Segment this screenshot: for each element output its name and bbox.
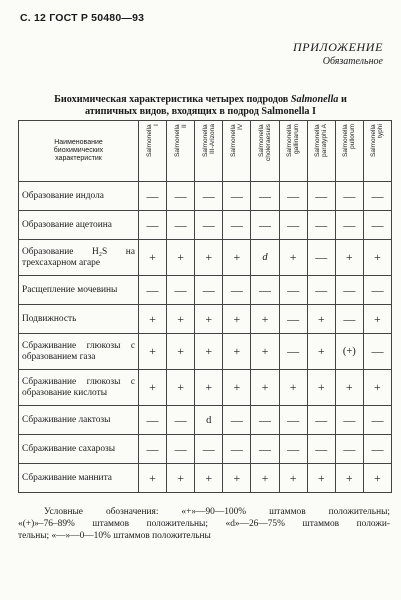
result-cell: —: [223, 182, 251, 211]
result-cell: —: [167, 435, 195, 464]
table-title-part1-end: и: [338, 94, 347, 105]
result-cell: —: [195, 276, 223, 305]
result-cell: —: [307, 182, 335, 211]
result-cell: —: [223, 211, 251, 240]
column-header-label: Salmonella IV: [229, 124, 244, 157]
result-cell: +: [223, 464, 251, 493]
name-column-header: [19, 121, 139, 182]
column-header: [195, 121, 223, 182]
result-cell: —: [195, 182, 223, 211]
result-cell: +: [139, 305, 167, 334]
characteristic-name: Сбраживание лактозы: [19, 406, 139, 435]
column-header: [335, 121, 363, 182]
result-cell: +: [307, 305, 335, 334]
result-cell: —: [279, 305, 307, 334]
result-cell: —: [251, 276, 279, 305]
result-cell: +: [279, 464, 307, 493]
appendix-subtitle: Обязательное: [322, 56, 383, 67]
characteristic-name: Образование ацетоина: [19, 211, 139, 240]
result-cell: —: [167, 406, 195, 435]
result-cell: —: [251, 182, 279, 211]
running-head: С. 12 ГОСТ Р 50480—93: [20, 12, 145, 24]
table-row: [19, 240, 392, 276]
result-cell: +: [167, 305, 195, 334]
result-cell: +: [195, 305, 223, 334]
result-cell: —: [251, 406, 279, 435]
result-cell: +: [195, 370, 223, 406]
column-header-label: Salmonella typhi: [370, 124, 385, 157]
result-cell: +: [223, 305, 251, 334]
result-cell: d: [251, 240, 279, 276]
result-cell: —: [335, 435, 363, 464]
result-cell: +: [167, 464, 195, 493]
table-row: [19, 211, 392, 240]
table-row: [19, 334, 392, 370]
result-cell: —: [363, 211, 391, 240]
table-row: [19, 305, 392, 334]
result-cell: —: [363, 276, 391, 305]
result-cell: +: [335, 370, 363, 406]
table-body: [19, 182, 392, 493]
column-header: [251, 121, 279, 182]
column-header: [223, 121, 251, 182]
result-cell: +: [279, 240, 307, 276]
result-cell: —: [279, 406, 307, 435]
result-cell: —: [195, 435, 223, 464]
result-cell: +: [363, 240, 391, 276]
result-cell: +: [279, 370, 307, 406]
result-cell: +: [139, 334, 167, 370]
result-cell: —: [279, 211, 307, 240]
column-header-label: Salmonella pullorum: [342, 124, 357, 157]
result-cell: +: [307, 464, 335, 493]
name-column-header-text: Наименование биохимических характеристик: [53, 139, 104, 162]
result-cell: +: [251, 370, 279, 406]
result-cell: —: [363, 182, 391, 211]
result-cell: (+): [335, 334, 363, 370]
result-cell: —: [223, 406, 251, 435]
result-cell: +: [223, 334, 251, 370]
result-cell: +: [363, 464, 391, 493]
result-cell: —: [307, 435, 335, 464]
table-row: [19, 276, 392, 305]
result-cell: +: [251, 464, 279, 493]
result-cell: —: [335, 211, 363, 240]
column-header-label: Salmonella paratyphi A: [314, 124, 329, 157]
result-cell: —: [139, 182, 167, 211]
table-title-genus: Salmonella: [290, 94, 339, 105]
result-cell: —: [139, 406, 167, 435]
result-cell: +: [363, 370, 391, 406]
column-header-label: Salmonella II: [173, 124, 188, 157]
table-row: [19, 370, 392, 406]
result-cell: —: [363, 435, 391, 464]
result-cell: +: [223, 240, 251, 276]
result-cell: +: [335, 464, 363, 493]
result-cell: —: [335, 305, 363, 334]
result-cell: —: [307, 211, 335, 240]
result-cell: +: [167, 240, 195, 276]
table-row: [19, 406, 392, 435]
characteristic-name: Расщепление мочевины: [19, 276, 139, 305]
result-cell: —: [251, 435, 279, 464]
result-cell: —: [139, 276, 167, 305]
column-header: [279, 121, 307, 182]
column-header: [363, 121, 391, 182]
result-cell: —: [251, 211, 279, 240]
characteristic-name: Образование индола: [19, 182, 139, 211]
result-cell: +: [335, 240, 363, 276]
column-header: [307, 121, 335, 182]
result-cell: +: [139, 240, 167, 276]
table-title: [30, 94, 371, 118]
result-cell: +: [223, 370, 251, 406]
result-cell: —: [335, 182, 363, 211]
legend-notes: [18, 507, 390, 542]
table-header-row: [19, 121, 392, 182]
legend-line: Условные обозначения: «+»—90—100% штаммов положительны;: [44, 507, 390, 517]
column-header-label: Salmonella gallinarum: [286, 124, 301, 157]
appendix-title: ПРИЛОЖЕНИЕ: [293, 40, 383, 54]
table-row: [19, 182, 392, 211]
result-cell: —: [279, 334, 307, 370]
result-cell: —: [223, 276, 251, 305]
characteristic-name: Образование H₂S на трехсахарном агаре: [19, 240, 139, 276]
result-cell: +: [167, 370, 195, 406]
result-cell: —: [307, 406, 335, 435]
result-cell: —: [279, 276, 307, 305]
column-header-label: Salmonella III-Arizona: [201, 124, 216, 157]
characteristic-name: Подвижность: [19, 305, 139, 334]
result-cell: —: [335, 406, 363, 435]
result-cell: —: [167, 211, 195, 240]
result-cell: +: [251, 305, 279, 334]
result-cell: —: [139, 435, 167, 464]
result-cell: —: [139, 211, 167, 240]
result-cell: +: [251, 334, 279, 370]
result-cell: —: [363, 406, 391, 435]
column-header: [139, 121, 167, 182]
table-title-part1: Биохимическая характеристика четырех подродов: [54, 94, 291, 105]
table-row: [19, 435, 392, 464]
result-cell: —: [167, 182, 195, 211]
column-header-label: Salmonella I: [145, 124, 160, 157]
result-cell: —: [279, 182, 307, 211]
result-cell: +: [195, 240, 223, 276]
characteristic-name: Сбраживание глюкозы с образованием газа: [19, 334, 139, 370]
result-cell: +: [307, 370, 335, 406]
table-row: [19, 464, 392, 493]
result-cell: —: [307, 240, 335, 276]
characteristic-name: Сбраживание сахарозы: [19, 435, 139, 464]
column-header: [167, 121, 195, 182]
result-cell: +: [195, 334, 223, 370]
result-cell: +: [195, 464, 223, 493]
result-cell: +: [139, 370, 167, 406]
result-cell: d: [195, 406, 223, 435]
result-cell: —: [363, 334, 391, 370]
result-cell: +: [363, 305, 391, 334]
characteristic-name: Сбраживание маннита: [19, 464, 139, 493]
result-cell: —: [167, 276, 195, 305]
result-cell: —: [223, 435, 251, 464]
result-cell: —: [335, 276, 363, 305]
biochemical-table: [18, 120, 392, 493]
result-cell: —: [307, 276, 335, 305]
table-title-part2: атипичных видов, входящих в подрод Salmonella I: [84, 106, 317, 117]
legend-line: «(+)»–76–89% штаммов положительны; «d»—26—75% штаммов положи-: [18, 518, 390, 529]
legend-line: тельны; «—»—0—10% штаммов положительны: [18, 530, 211, 541]
column-header-label: Salmonella choleraesuis: [257, 124, 272, 162]
result-cell: —: [279, 435, 307, 464]
characteristic-name: Сбраживание глюкозы с образование кислоты: [19, 370, 139, 406]
result-cell: +: [167, 334, 195, 370]
appendix-label: [293, 40, 383, 67]
result-cell: +: [307, 334, 335, 370]
result-cell: —: [195, 211, 223, 240]
result-cell: +: [139, 464, 167, 493]
